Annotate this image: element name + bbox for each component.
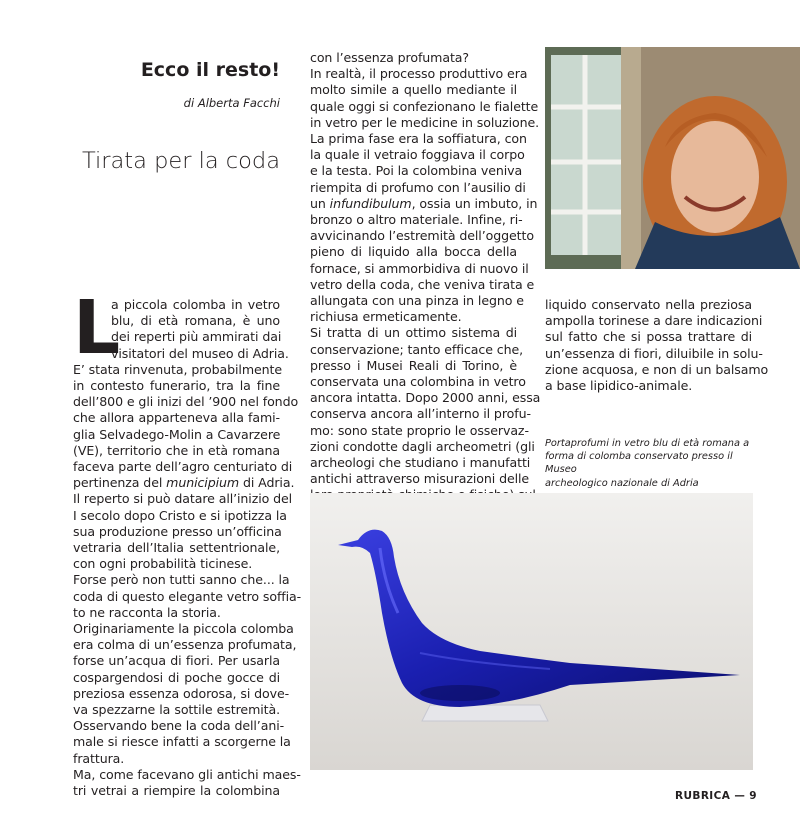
text-line: in vetro per le medicine in soluzione. <box>310 114 540 130</box>
text-line: un’essenza di fiori, diluibile in solu- <box>545 345 763 361</box>
text-line: mo: sono state proprio le osservaz- <box>310 422 529 438</box>
text-line: dei reperti più ammirati dai <box>111 329 282 345</box>
text-line: ancora intatta. Dopo 2000 anni, essa <box>310 390 541 406</box>
text-line: che allora apparteneva alla fami- <box>73 410 280 426</box>
text-line: vetraria dell’Italia settentrionale, <box>73 540 280 556</box>
text-line: quale oggi si confezionano le fialette <box>310 98 539 114</box>
article-column-1 <box>73 285 302 799</box>
article-title: Ecco il resto! <box>140 59 280 81</box>
author-byline: di Alberta Facchi <box>183 96 280 110</box>
drop-cap: L <box>73 285 121 371</box>
text-line: avvicinando l’estremità dell’oggetto <box>310 228 534 244</box>
text-line: molto simile a quello mediante il <box>310 82 517 98</box>
text-line: In realtà, il processo produttivo era <box>310 66 528 82</box>
text-line: Forse però non tutti sanno che... la <box>73 572 290 588</box>
text-line: sul fatto che si possa trattare di <box>545 329 752 345</box>
text-line: antichi attraverso misurazioni delle <box>310 471 530 487</box>
text-line: frattura. <box>73 750 125 766</box>
article-column-3 <box>545 297 769 394</box>
text-line: forse un’acqua di fiori. Per usarla <box>73 653 280 669</box>
text-line: a base lipidico-animale. <box>545 378 693 394</box>
text-line: coda di questo elegante vetro soffia- <box>73 588 302 604</box>
text-line: fornace, si ammorbidiva di nuovo il <box>310 260 529 276</box>
text-line: in contesto funerario, tra la fine <box>73 378 280 394</box>
text-line: un infundibulum, ossia un imbuto, in <box>310 195 538 211</box>
text-line: zione acquosa, e non di un balsamo <box>545 361 769 377</box>
text-line: to ne racconta la storia. <box>73 604 221 620</box>
text-line: la quale il vetraio foggiava il corpo <box>310 147 525 163</box>
text-line: Ma, come facevano gli antichi maes- <box>73 766 301 782</box>
text-line: blu, di età romana, è uno <box>111 313 280 329</box>
text-line: male si riesce infatti a scorgerne la <box>73 734 291 750</box>
text-line: E’ stata rinvenuta, probabilmente <box>73 361 283 377</box>
text-line: bronzo o altro materiale. Infine, ri- <box>310 212 523 228</box>
text-line: riempita di profumo con l’ausilio di <box>310 179 526 195</box>
photo-caption <box>545 437 765 490</box>
caption-line: archeologico nazionale di Adria <box>545 477 699 489</box>
text-line: a piccola colomba in vetro <box>111 297 280 312</box>
text-line: conservata una colombina in vetro <box>310 374 526 390</box>
text-line: dell’800 e gli inizi del ’900 nel fondo <box>73 394 299 410</box>
caption-line: forma di colomba conservato presso il Museo <box>545 451 733 476</box>
text-line: Si tratta di un ottimo sistema di <box>310 325 517 341</box>
article-subtitle: Tirata per la coda <box>81 148 280 174</box>
text-line: preziosa essenza odorosa, si dove- <box>73 685 290 701</box>
text-line: tri vetrai a riempire la colombina <box>73 783 280 799</box>
page-footer <box>675 790 757 802</box>
text-line: liquido conservato nella preziosa <box>545 297 752 312</box>
text-line: allungata con una pinza in legno e <box>310 293 524 309</box>
text-line: archeologi che studiano i manufatti <box>310 455 531 471</box>
text-line: La prima fase era la soffiatura, con <box>310 131 527 147</box>
text-line: vetro della coda, che veniva tirata e <box>310 276 535 292</box>
text-line: visitatori del museo di Adria. <box>111 345 289 361</box>
text-line: (VE), territorio che in età romana <box>73 442 280 458</box>
text-line: richiusa ermeticamente. <box>310 309 462 325</box>
text-line: pieno di liquido alla bocca della <box>310 244 517 260</box>
text-line: Originariamente la piccola colomba <box>73 621 294 637</box>
text-line: ampolla torinese a dare indicazioni <box>545 313 763 329</box>
text-line: Il reperto si può datare all’inizio del <box>73 491 293 507</box>
text-line: va spezzarne la sottile estremità. <box>73 702 280 718</box>
text-line: zioni condotte dagli archeometri (gli <box>310 438 535 454</box>
text-line: Osservando bene la coda dell’ani- <box>73 718 285 734</box>
caption-line: Portaprofumi in vetro blu di età romana a <box>545 438 750 449</box>
text-line: presso i Musei Reali di Torino, è <box>310 357 517 373</box>
text-line: conserva ancora all’interno il profu- <box>310 406 531 422</box>
section-name: RUBRICA <box>675 790 731 802</box>
text-line: sua produzione presso un’officina <box>73 523 282 539</box>
glass-dove-photo <box>310 493 753 770</box>
text-line: e la testa. Poi la colombina veniva <box>310 163 523 179</box>
page-number: 9 <box>749 790 757 802</box>
text-line: pertinenza del municipium di Adria. <box>73 475 295 491</box>
text-line: glia Selvadego-Molin a Cavarzere <box>73 426 281 442</box>
text-line: cospargendosi di poche gocce di <box>73 669 280 685</box>
text-line: conservazione; tanto efficace che, <box>310 341 524 357</box>
text-line: con l’essenza profumata? <box>310 50 469 65</box>
text-line: era colma di un’essenza profumata, <box>73 637 297 653</box>
text-line: con ogni probabilità ticinese. <box>73 556 253 572</box>
author-photo <box>545 47 800 269</box>
text-line: I secolo dopo Cristo e si ipotizza la <box>73 507 287 523</box>
footer-dash: — <box>734 790 746 802</box>
article-column-2 <box>310 50 541 504</box>
text-line: faceva parte dell’agro centuriato di <box>73 459 293 475</box>
